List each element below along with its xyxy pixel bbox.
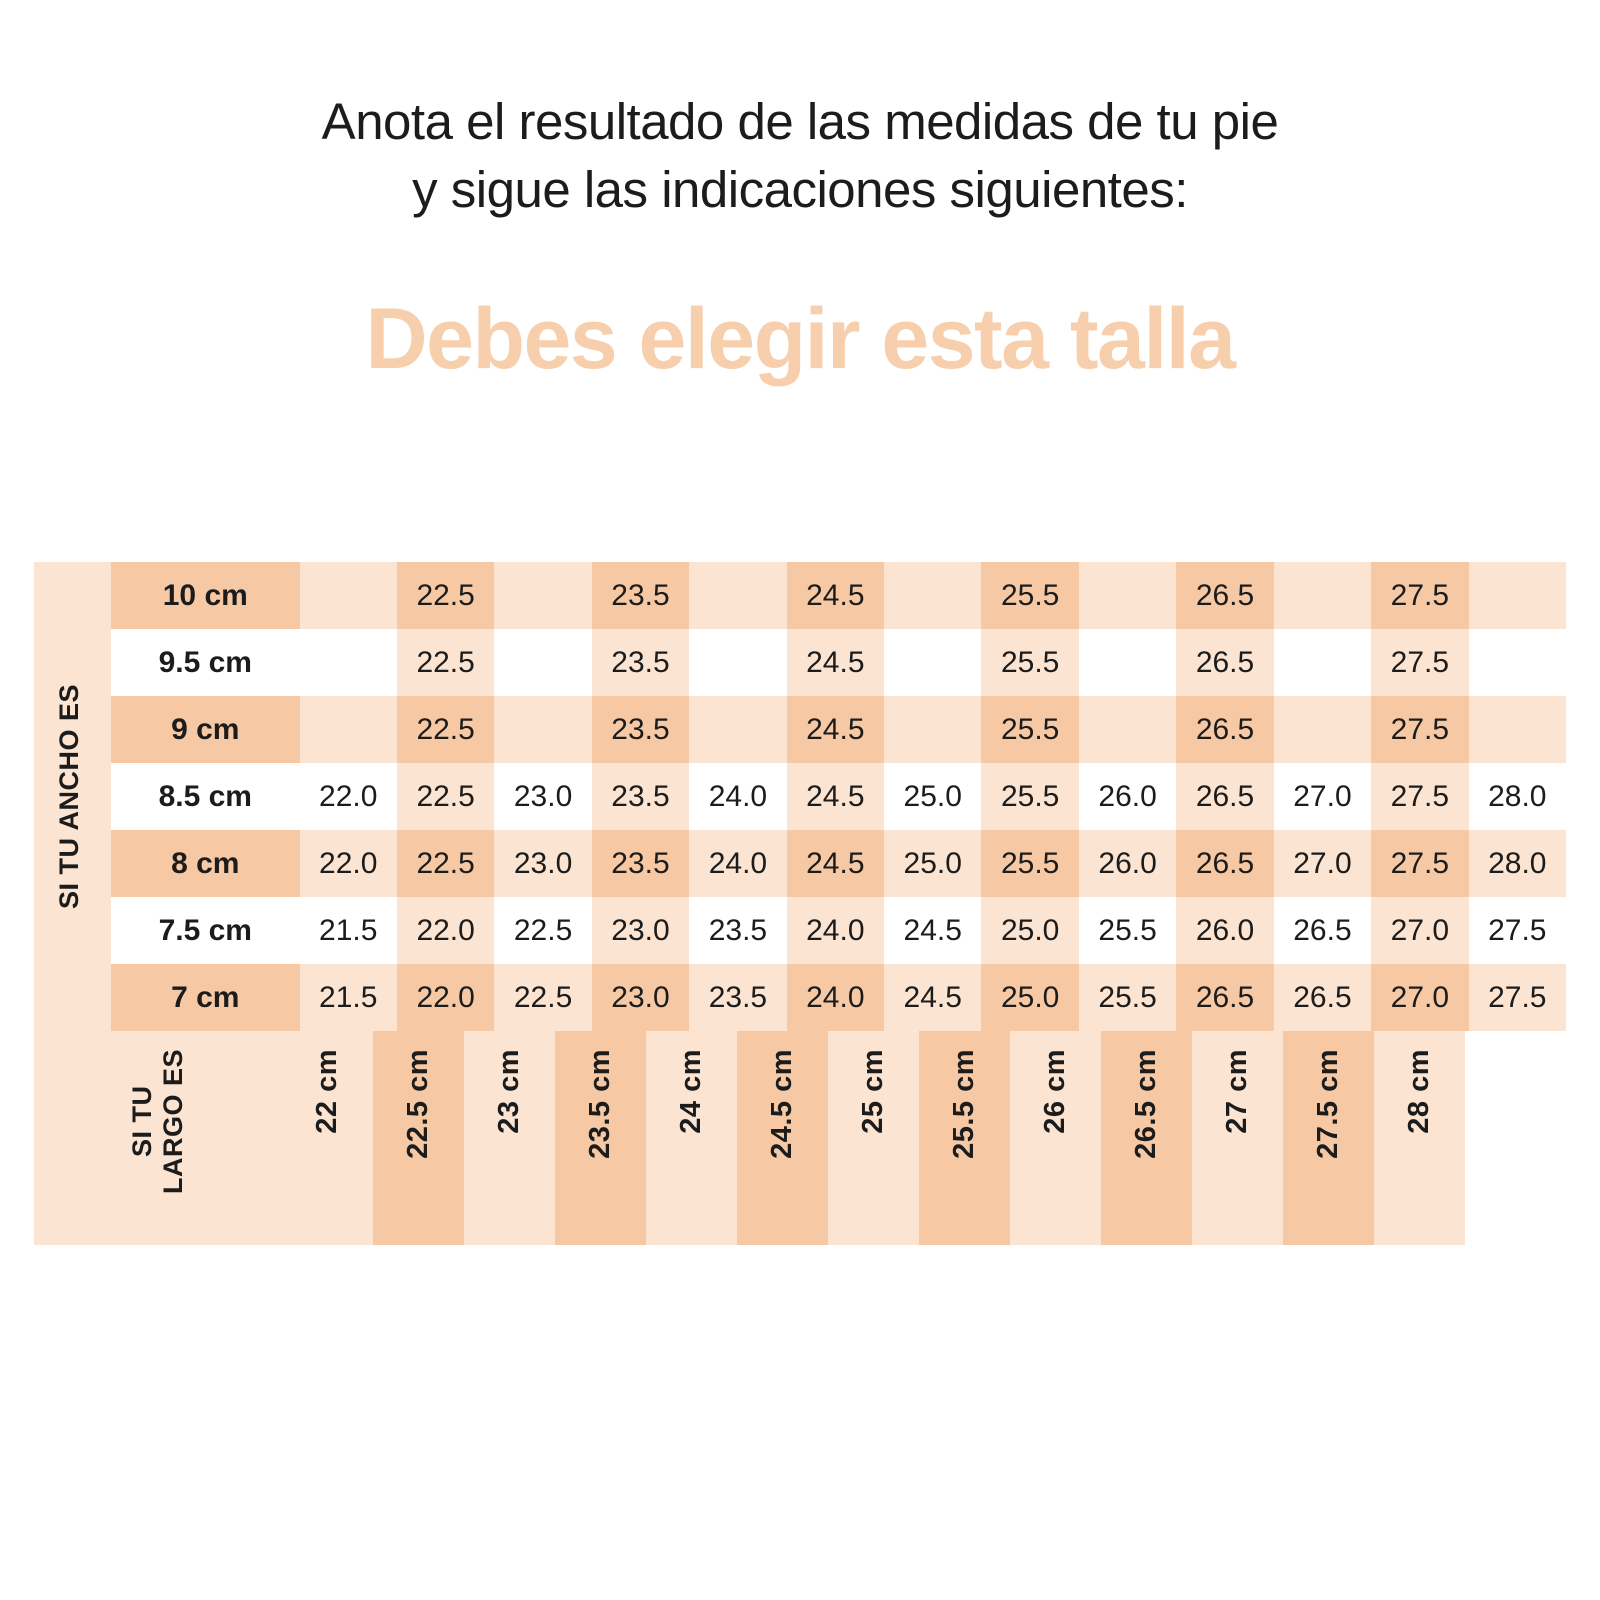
- cell-r3-c6: 24.5: [787, 696, 884, 763]
- cell-r6-c11: 26.5: [1274, 897, 1371, 964]
- cell-r2-c12: 27.5: [1371, 629, 1468, 696]
- row-header-5: 8 cm: [111, 830, 299, 897]
- cell-r5-c7: 25.0: [884, 830, 981, 897]
- table-row: [34, 897, 1566, 964]
- column-axis-header-strip: [34, 1031, 1566, 1245]
- column-axis-label-text: SI TU LARGO ES: [126, 1049, 188, 1195]
- column-header-11: [1192, 1031, 1283, 1245]
- cell-r5-c11: 27.0: [1274, 830, 1371, 897]
- cell-r1-c2: 22.5: [397, 562, 494, 629]
- cell-r7-c2: 22.0: [397, 964, 494, 1031]
- cell-r5-c10: 26.5: [1176, 830, 1273, 897]
- cell-r3-c11: [1274, 696, 1371, 763]
- cell-r6-c1: 21.5: [300, 897, 397, 964]
- cell-r7-c7: 24.5: [884, 964, 981, 1031]
- cell-r2-c4: 23.5: [592, 629, 689, 696]
- row-header-2: 9.5 cm: [111, 629, 299, 696]
- cell-r5-c8: 25.5: [981, 830, 1078, 897]
- cell-r4-c2: 22.5: [397, 763, 494, 830]
- intro-line-1: Anota el resultado de las medidas de tu pie: [321, 93, 1279, 150]
- cell-r2-c1: [300, 629, 397, 696]
- cell-r1-c12: 27.5: [1371, 562, 1468, 629]
- cell-r7-c5: 23.5: [689, 964, 786, 1031]
- cell-r4-c10: 26.5: [1176, 763, 1273, 830]
- cell-r4-c11: 27.0: [1274, 763, 1371, 830]
- column-header-9: [1010, 1031, 1101, 1245]
- cell-r5-c13: 28.0: [1469, 830, 1566, 897]
- column-header-label: 26.5 cm: [1130, 1049, 1162, 1159]
- intro-text: [0, 88, 1600, 224]
- column-header-3: [464, 1031, 555, 1245]
- cell-r3-c5: [689, 696, 786, 763]
- cell-r3-c2: 22.5: [397, 696, 494, 763]
- cell-r6-c3: 22.5: [494, 897, 591, 964]
- cell-r4-c7: 25.0: [884, 763, 981, 830]
- cell-r1-c13: [1469, 562, 1566, 629]
- cell-r1-c4: 23.5: [592, 562, 689, 629]
- cell-r1-c6: 24.5: [787, 562, 884, 629]
- row-axis-label: [34, 562, 106, 1031]
- column-header-label: 24 cm: [675, 1049, 707, 1134]
- cell-r2-c2: 22.5: [397, 629, 494, 696]
- cell-r1-c8: 25.5: [981, 562, 1078, 629]
- cell-r4-c13: 28.0: [1469, 763, 1566, 830]
- cell-r7-c1: 21.5: [300, 964, 397, 1031]
- cell-r1-c7: [884, 562, 981, 629]
- cell-r2-c7: [884, 629, 981, 696]
- table-row: [34, 830, 1566, 897]
- cell-r3-c10: 26.5: [1176, 696, 1273, 763]
- cell-r1-c1: [300, 562, 397, 629]
- column-header-label: 25 cm: [857, 1049, 889, 1134]
- column-header-1: [282, 1031, 373, 1245]
- column-header-label: 23 cm: [493, 1049, 525, 1134]
- row-header-4: 8.5 cm: [111, 763, 299, 830]
- cell-r3-c8: 25.5: [981, 696, 1078, 763]
- cell-r6-c5: 23.5: [689, 897, 786, 964]
- page-title: Debes elegir esta talla: [365, 291, 1235, 387]
- column-header-label: 26 cm: [1039, 1049, 1071, 1134]
- cell-r1-c9: [1079, 562, 1176, 629]
- cell-r2-c10: 26.5: [1176, 629, 1273, 696]
- column-header-5: [646, 1031, 737, 1245]
- cell-r2-c5: [689, 629, 786, 696]
- cell-r2-c11: [1274, 629, 1371, 696]
- cell-r6-c10: 26.0: [1176, 897, 1273, 964]
- cell-r4-c4: 23.5: [592, 763, 689, 830]
- cell-r7-c10: 26.5: [1176, 964, 1273, 1031]
- column-header-13: [1374, 1031, 1465, 1245]
- cell-r2-c3: [494, 629, 591, 696]
- cell-r5-c5: 24.0: [689, 830, 786, 897]
- table-row: [34, 562, 1566, 629]
- cell-r2-c6: 24.5: [787, 629, 884, 696]
- cell-r1-c5: [689, 562, 786, 629]
- column-header-label: 22 cm: [311, 1049, 343, 1134]
- cell-r5-c9: 26.0: [1079, 830, 1176, 897]
- row-axis-label-text: SI TU ANCHO ES: [54, 683, 85, 910]
- column-header-label: 24.5 cm: [766, 1049, 798, 1159]
- intro-line-2: y sigue las indicaciones siguientes:: [412, 160, 1188, 218]
- row-header-7: 7 cm: [111, 964, 299, 1031]
- cell-r5-c2: 22.5: [397, 830, 494, 897]
- column-header-6: [737, 1031, 828, 1245]
- cell-r3-c3: [494, 696, 591, 763]
- table-row: [34, 696, 1566, 763]
- cell-r6-c13: 27.5: [1469, 897, 1566, 964]
- cell-r3-c9: [1079, 696, 1176, 763]
- column-header-10: [1101, 1031, 1192, 1245]
- cell-r6-c2: 22.0: [397, 897, 494, 964]
- cell-r5-c4: 23.5: [592, 830, 689, 897]
- column-header-label: 27 cm: [1221, 1049, 1253, 1134]
- cell-r6-c7: 24.5: [884, 897, 981, 964]
- cell-r7-c13: 27.5: [1469, 964, 1566, 1031]
- column-header-label: 22.5 cm: [402, 1049, 434, 1159]
- table-row: [34, 964, 1566, 1031]
- cell-r5-c3: 23.0: [494, 830, 591, 897]
- cell-r3-c13: [1469, 696, 1566, 763]
- cell-r3-c7: [884, 696, 981, 763]
- column-header-label: 23.5 cm: [584, 1049, 616, 1159]
- row-header-6: 7.5 cm: [111, 897, 299, 964]
- cell-r4-c3: 23.0: [494, 763, 591, 830]
- column-header-12: [1283, 1031, 1374, 1245]
- cell-r2-c9: [1079, 629, 1176, 696]
- cell-r4-c6: 24.5: [787, 763, 884, 830]
- cell-r1-c10: 26.5: [1176, 562, 1273, 629]
- cell-r6-c12: 27.0: [1371, 897, 1468, 964]
- size-table-container: [34, 562, 1566, 1031]
- cell-r3-c1: [300, 696, 397, 763]
- cell-r2-c8: 25.5: [981, 629, 1078, 696]
- cell-r7-c9: 25.5: [1079, 964, 1176, 1031]
- row-header-1: 10 cm: [111, 562, 299, 629]
- cell-r6-c8: 25.0: [981, 897, 1078, 964]
- cell-r2-c13: [1469, 629, 1566, 696]
- cell-r7-c8: 25.0: [981, 964, 1078, 1031]
- column-header-label: 28 cm: [1403, 1049, 1435, 1134]
- cell-r3-c4: 23.5: [592, 696, 689, 763]
- size-table: [34, 562, 1566, 1031]
- column-header-8: [919, 1031, 1010, 1245]
- column-header-4: [555, 1031, 646, 1245]
- cell-r7-c11: 26.5: [1274, 964, 1371, 1031]
- cell-r6-c6: 24.0: [787, 897, 884, 964]
- cell-r1-c11: [1274, 562, 1371, 629]
- column-header-7: [828, 1031, 919, 1245]
- cell-r4-c1: 22.0: [300, 763, 397, 830]
- table-row: [34, 629, 1566, 696]
- cell-r3-c12: 27.5: [1371, 696, 1468, 763]
- cell-r7-c4: 23.0: [592, 964, 689, 1031]
- column-header-label: 25.5 cm: [948, 1049, 980, 1159]
- column-header-label: 27.5 cm: [1312, 1049, 1344, 1159]
- table-row: [34, 763, 1566, 830]
- cell-r7-c3: 22.5: [494, 964, 591, 1031]
- cell-r5-c12: 27.5: [1371, 830, 1468, 897]
- cell-r4-c8: 25.5: [981, 763, 1078, 830]
- cell-r6-c4: 23.0: [592, 897, 689, 964]
- column-axis-label: [34, 1031, 282, 1245]
- row-header-3: 9 cm: [111, 696, 299, 763]
- cell-r5-c1: 22.0: [300, 830, 397, 897]
- cell-r4-c9: 26.0: [1079, 763, 1176, 830]
- cell-r7-c12: 27.0: [1371, 964, 1468, 1031]
- cell-r6-c9: 25.5: [1079, 897, 1176, 964]
- cell-r5-c6: 24.5: [787, 830, 884, 897]
- cell-r4-c5: 24.0: [689, 763, 786, 830]
- column-header-2: [373, 1031, 464, 1245]
- cell-r4-c12: 27.5: [1371, 763, 1468, 830]
- cell-r7-c6: 24.0: [787, 964, 884, 1031]
- cell-r1-c3: [494, 562, 591, 629]
